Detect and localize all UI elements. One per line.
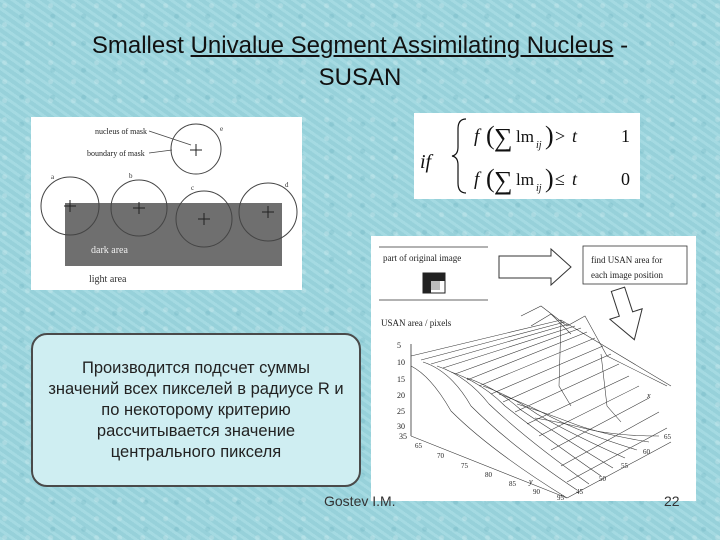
letter-c: c [191,184,195,192]
svg-text:f: f [474,126,480,147]
mask-diagram [31,117,302,290]
svg-text:≤: ≤ [555,169,565,189]
svg-text:35: 35 [399,432,407,441]
svg-text:80: 80 [485,471,492,479]
svg-text:70: 70 [437,452,444,460]
description-box [31,333,361,487]
letter-a: a [51,173,55,181]
title-underlined: Univalue Segment Assimilating Nucleus [190,32,614,59]
title-line2: SUSAN [318,64,402,91]
arrow-right-icon [499,249,571,285]
label-light-area: light area [89,274,127,285]
footer-author: Gostev I.M. [324,493,396,509]
find-usan-line2: each image position [591,270,663,280]
svg-text:): ) [545,164,554,193]
svg-text:t: t [572,126,578,146]
front-axis-ticks [415,442,565,501]
svg-text:5: 5 [397,341,401,350]
axis-x-label: x [647,391,651,400]
svg-text:(: ( [486,164,495,193]
label-boundary: boundary of mask [87,149,145,158]
arrow-down-icon [602,284,651,345]
svg-text:ij: ij [536,183,542,194]
letter-d: d [285,181,289,189]
svg-text:t: t [572,169,578,189]
svg-text:85: 85 [509,480,516,488]
label-nucleus: nucleus of mask [95,127,147,136]
formula-panel [414,113,640,199]
slide-title [30,30,690,94]
svg-text:∑: ∑ [494,166,513,195]
svg-text:10: 10 [397,358,405,367]
svg-text:45: 45 [576,488,583,496]
svg-text:(: ( [486,121,495,150]
right-axis-ticks [576,433,672,496]
description-text: Производится подсчет суммы значений всех пикселей в радиусе R и по некоторому критерию рассчитывается значение центрального пикселя [48,358,344,461]
svg-text:>: > [555,126,566,146]
z-axis-ticks [397,341,407,441]
svg-text:60: 60 [643,448,650,456]
title-part3: - [613,32,629,59]
svg-text:65: 65 [664,433,671,441]
box-original-image: part of original image [383,253,462,263]
plot-y-label: USAN area / pixels [381,318,452,328]
formula-value-1: 1 [621,126,630,146]
svg-text:90: 90 [533,488,540,496]
svg-text:30: 30 [397,422,405,431]
svg-text:95: 95 [557,494,564,501]
formula-if: if [420,151,432,173]
svg-text:50: 50 [599,475,606,483]
letter-b: b [129,172,133,180]
label-dark-area: dark area [91,245,128,256]
axis-y-label: y [529,477,533,486]
letter-e: e [220,125,224,133]
formula-row2 [474,164,630,195]
svg-text:f: f [474,169,480,190]
svg-text:lm: lm [516,170,534,189]
svg-text:55: 55 [621,462,628,470]
usan-plot-panel [371,236,696,501]
svg-text:∑: ∑ [494,123,513,152]
formula-brace [452,119,466,193]
svg-text:ij: ij [536,140,542,151]
title-part1: Smallest [91,32,191,59]
svg-text:15: 15 [397,375,405,384]
formula-value-0: 0 [621,169,630,189]
page-number: 22 [664,493,680,509]
svg-text:): ) [545,121,554,150]
find-usan-line1: find USAN area for [591,255,663,265]
svg-text:75: 75 [461,462,468,470]
svg-text:25: 25 [397,407,405,416]
svg-text:lm: lm [516,127,534,146]
svg-text:20: 20 [397,391,405,400]
formula-row1 [474,121,630,152]
svg-text:65: 65 [415,442,422,450]
